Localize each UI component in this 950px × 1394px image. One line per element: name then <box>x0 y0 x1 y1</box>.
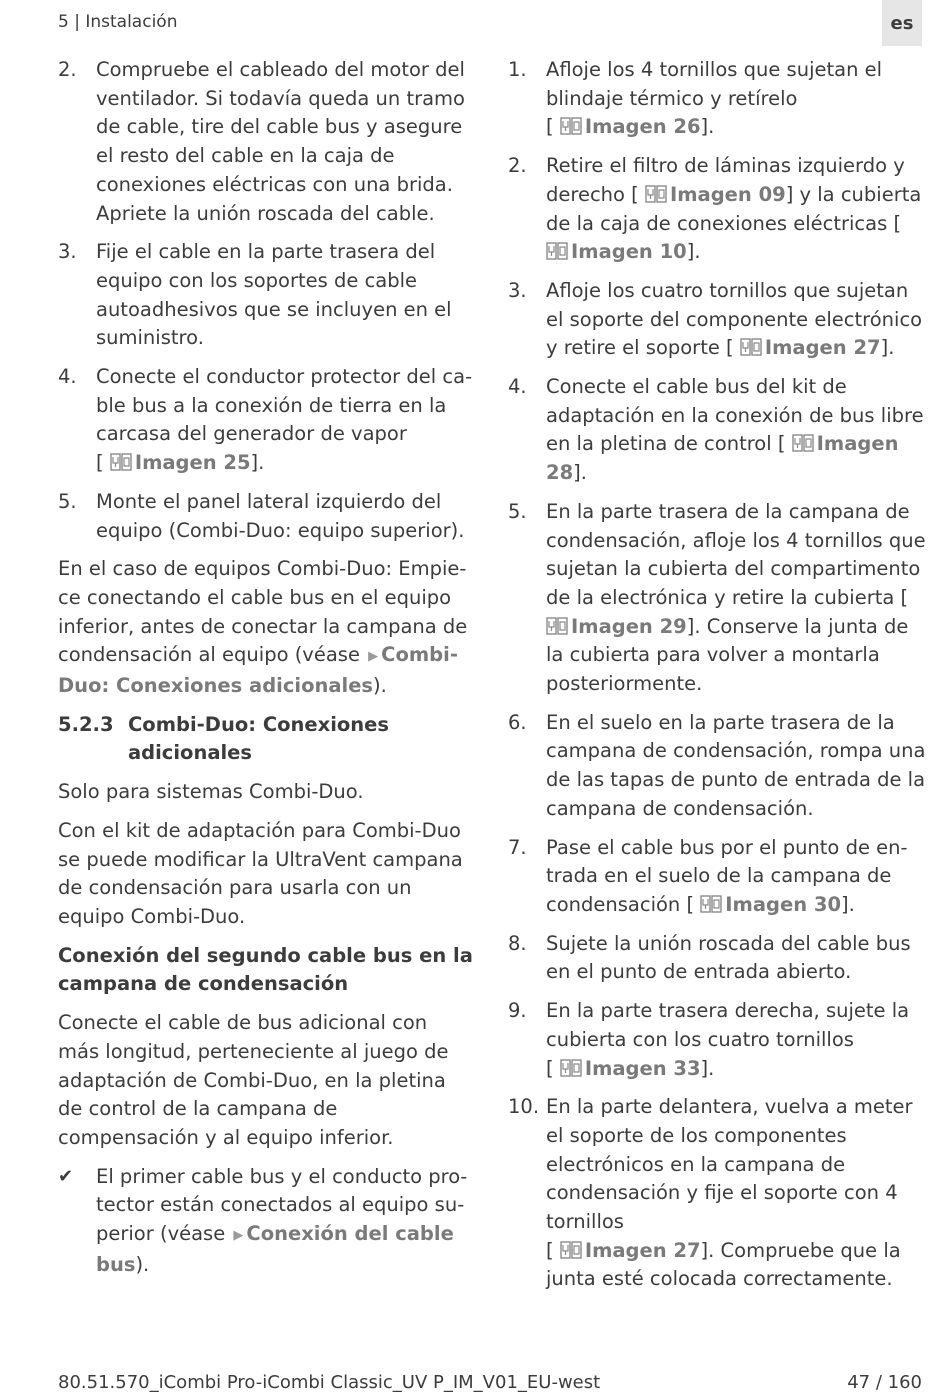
image-icon <box>560 1059 582 1077</box>
image-icon <box>645 185 667 203</box>
figure-reference-link[interactable]: Imagen 29 <box>546 615 687 638</box>
image-icon <box>560 1241 582 1259</box>
figure-reference-link[interactable]: Imagen 30 <box>700 893 841 916</box>
left-column <box>58 56 474 1289</box>
list-item: 5. Monte el panel lateral izquierdo del equipo (Combi-Duo: equipo superior). <box>58 489 465 542</box>
image-icon <box>110 453 132 471</box>
list-item: 6. En el suelo en la parte trasera de la campana de condensación, rompa una de las tapas de punto de entrada de la campana de condensación. <box>508 710 926 820</box>
cross-reference-link[interactable]: Conexión del cable bus <box>96 1222 454 1276</box>
figure-reference-link[interactable]: Imagen 09 <box>645 183 786 206</box>
list-item: 1. Afloje los 4 tornillos que sujetan el blindaje térmico y retírelo [ Imagen 26]. <box>508 58 883 139</box>
list-item: 10. En la parte delantera, vuelva a meter el soporte de los componentes electrónicos en la campana de condensación y fije el soporte con 4 tornillos [ Imagen 27]. Compruebe que la junta esté colocada correctamente. <box>508 1095 913 1291</box>
image-icon <box>560 117 582 135</box>
link-arrow-icon: ▶ <box>233 1228 244 1244</box>
page-number: 47 / 160 <box>847 1372 922 1393</box>
document-id: 80.51.570_iCombi Pro-iCombi Classic_UV P_IM_V01_EU-west <box>58 1372 601 1393</box>
list-item: 3. Fije el cable en la parte trasera del equipo con los soportes de cable autoadhesivos que se incluyen en el suministro. <box>58 240 452 350</box>
figure-reference-link[interactable]: Imagen 33 <box>560 1057 701 1080</box>
image-icon <box>546 242 568 260</box>
link-arrow-icon: ▶ <box>368 649 379 665</box>
image-icon <box>700 895 722 913</box>
list-item: 9. En la parte trasera derecha, sujete la cubierta con los cuatro tornillos [ Imagen 33]. <box>508 999 910 1080</box>
list-item: 8. Sujete la unión roscada del cable bus en el punto de entrada abierto. <box>508 931 911 984</box>
list-item: 7. Pase el cable bus por el punto de entrada en el suelo de la campana de condensación [ Imagen 30]. <box>508 835 908 916</box>
figure-reference-link[interactable]: Imagen 27 <box>560 1239 701 1262</box>
section-heading: 5.2.3 Combi-Duo: Conexiones adicionales <box>58 712 390 765</box>
paragraph: Solo para sistemas Combi-Duo. <box>58 780 364 804</box>
image-icon <box>546 617 568 635</box>
right-column <box>508 56 926 1304</box>
list-item: 2. Retire el filtro de láminas izquierdo y derecho [ Imagen 09] y la cubierta de la caja de conexiones eléctricas [ Imagen 10]. <box>508 154 922 264</box>
prerequisite-item: ✔ El primer cable bus y el conducto protector están conectados al equipo superior (véase ▶ Conexión del cable bus). <box>58 1163 474 1280</box>
figure-reference-link[interactable]: Imagen 26 <box>560 115 701 138</box>
list-item: 4. Conecte el conductor protector del cable bus a la conexión de tierra en la carcasa del generador de vapor [ Imagen 25]. <box>58 365 473 475</box>
paragraph: Con el kit de adaptación para Combi-Duo se puede modificar la UltraVent campana de condensación para usarla con un equipo Combi-Duo. <box>58 818 463 928</box>
list-item: 3. Afloje los cuatro tornillos que sujetan el soporte del componente electrónico y retire el soporte [ Imagen 27]. <box>508 278 923 360</box>
figure-reference-link[interactable]: Imagen 28 <box>546 432 899 485</box>
figure-reference-link[interactable]: Imagen 25 <box>110 451 251 474</box>
checkmark-icon: ✔ <box>58 1165 74 1187</box>
list-item: 5. En la parte trasera de la campana de condensación, afloje los 4 tornillos que sujetan la cubierta del compartimento de la electrónica y retire la cubierta [ Imagen 29]. Conserve la junta de la cubierta para volver a montarla posteriormente. <box>508 499 926 696</box>
figure-reference-link[interactable]: Imagen 27 <box>740 336 881 359</box>
paragraph: En el caso de equipos Combi-Duo: Empiece conectando el cable bus en el equipo inferior, antes de conectar la campana de condensación al equipo (véase ▶ Combi-Duo: Conexiones adicionales). <box>58 557 468 698</box>
list-item: 4. Conecte el cable bus del kit de adaptación en la conexión de bus libre en la pletina de control [ Imagen 28]. <box>508 375 924 485</box>
image-icon <box>740 338 762 356</box>
running-header: 5 | Instalación <box>58 12 178 32</box>
cross-reference-link[interactable]: Combi-Duo: Conexiones adicionales <box>58 643 458 698</box>
figure-reference-link[interactable]: Imagen 10 <box>546 240 687 263</box>
image-icon <box>792 434 814 452</box>
list-item: 2. Compruebe el cableado del motor del ventilador. Si todavía queda un tramo de cable, tire del cable bus y asegure el resto del cable en la caja de conexiones eléctricas con una brida. Apriete la unión roscada del cable. <box>58 58 465 225</box>
paragraph: Conecte el cable de bus adicional con más longitud, perteneciente al juego de adaptación de Combi-Duo, en la pletina de control de la campana de compensación y al equipo inferior. <box>58 1011 449 1149</box>
language-badge: es <box>882 0 922 46</box>
subheading: Conexión del segundo cable bus en la campana de condensación <box>58 943 473 996</box>
